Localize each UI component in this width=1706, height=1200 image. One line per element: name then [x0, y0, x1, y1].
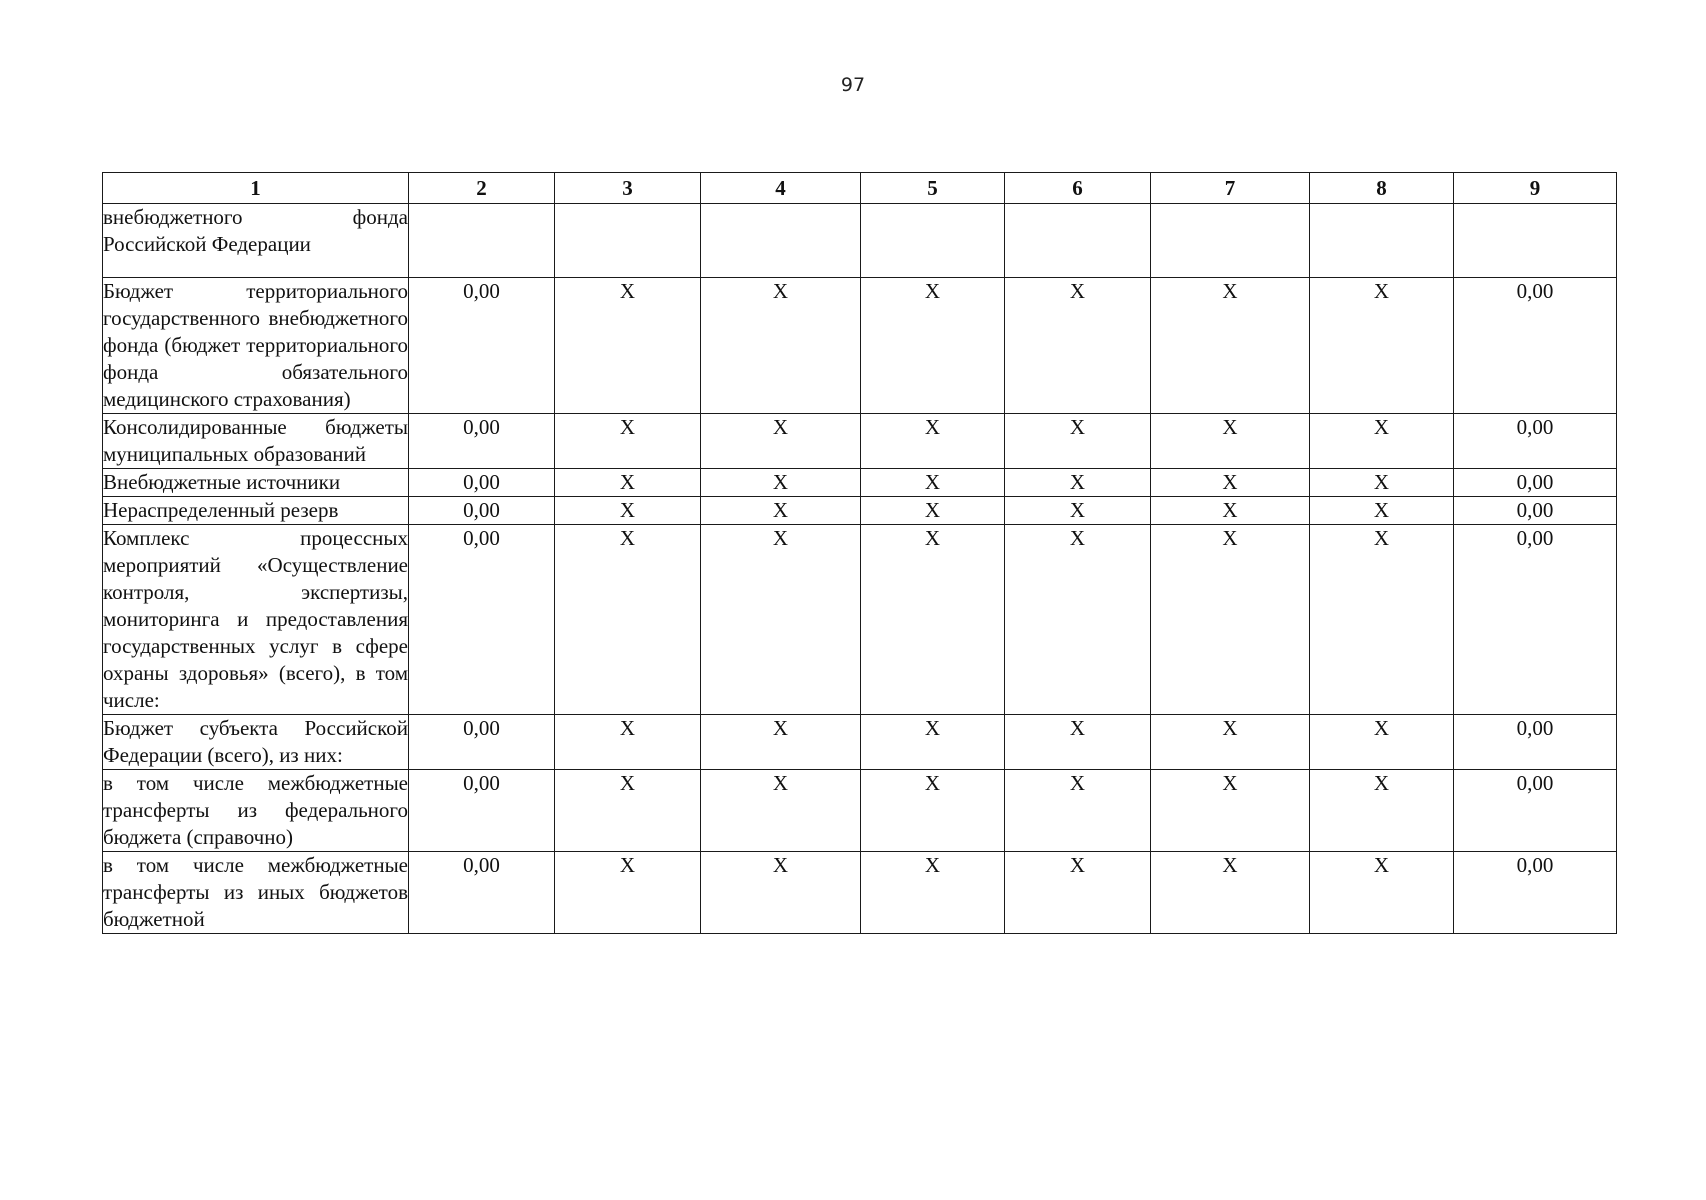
row-label: Нераспределенный резерв — [103, 497, 409, 525]
cell-value: X — [1310, 852, 1454, 934]
cell-value: X — [555, 715, 701, 770]
cell-value: X — [555, 497, 701, 525]
cell-value — [1005, 204, 1151, 278]
cell-value: X — [861, 525, 1005, 715]
cell-value: X — [1005, 525, 1151, 715]
cell-value: 0,00 — [409, 414, 555, 469]
cell-value: X — [1310, 525, 1454, 715]
cell-value: X — [1151, 497, 1310, 525]
cell-value: X — [555, 414, 701, 469]
cell-value: 0,00 — [1454, 525, 1617, 715]
cell-value: X — [1151, 770, 1310, 852]
cell-value: X — [861, 715, 1005, 770]
row-label: Консолидированные бюджеты муниципальных образований — [103, 414, 409, 469]
cell-value: X — [861, 469, 1005, 497]
column-header-8: 8 — [1310, 173, 1454, 204]
row-label: внебюджетного фонда Российской Федерации — [103, 204, 409, 278]
cell-value: X — [555, 278, 701, 414]
cell-value: X — [1151, 525, 1310, 715]
header-row — [103, 173, 1617, 204]
page-number: 97 — [840, 74, 866, 96]
cell-value: 0,00 — [409, 525, 555, 715]
table-row — [103, 204, 1617, 278]
table-row — [103, 497, 1617, 525]
column-header-7: 7 — [1151, 173, 1310, 204]
table-row — [103, 469, 1617, 497]
row-label: Бюджет территориального государственного внебюджетного фонда (бюджет территориального фонда обязательного медицинского страхования) — [103, 278, 409, 414]
cell-value: X — [701, 278, 861, 414]
cell-value — [1151, 204, 1310, 278]
cell-value: X — [555, 525, 701, 715]
row-label: Комплекс процессных мероприятий «Осуществление контроля, экспертизы, мониторинга и предоставления государственных услуг в сфере охраны здоровья» (всего), в том числе: — [103, 525, 409, 715]
cell-value: 0,00 — [409, 278, 555, 414]
cell-value: X — [555, 770, 701, 852]
cell-value: 0,00 — [409, 469, 555, 497]
cell-value: X — [701, 525, 861, 715]
cell-value: X — [701, 852, 861, 934]
budget-table — [102, 172, 1617, 934]
cell-value: X — [1151, 715, 1310, 770]
cell-value: X — [861, 414, 1005, 469]
cell-value: X — [1005, 278, 1151, 414]
cell-value: X — [701, 770, 861, 852]
column-header-4: 4 — [701, 173, 861, 204]
cell-value: 0,00 — [409, 852, 555, 934]
table-row — [103, 278, 1617, 414]
column-header-9: 9 — [1454, 173, 1617, 204]
row-label: в том числе межбюджетные трансферты из иных бюджетов бюджетной — [103, 852, 409, 934]
cell-value: X — [1310, 715, 1454, 770]
cell-value: X — [701, 469, 861, 497]
cell-value: X — [1005, 770, 1151, 852]
cell-value — [701, 204, 861, 278]
row-label: Бюджет субъекта Российской Федерации (всего), из них: — [103, 715, 409, 770]
cell-value: 0,00 — [1454, 852, 1617, 934]
column-header-5: 5 — [861, 173, 1005, 204]
table-row — [103, 852, 1617, 934]
cell-value — [1454, 204, 1617, 278]
cell-value — [1310, 204, 1454, 278]
cell-value: X — [1005, 469, 1151, 497]
cell-value: X — [701, 497, 861, 525]
cell-value — [555, 204, 701, 278]
table-row — [103, 525, 1617, 715]
row-label: в том числе межбюджетные трансферты из федерального бюджета (справочно) — [103, 770, 409, 852]
cell-value: X — [1310, 414, 1454, 469]
cell-value: X — [1151, 852, 1310, 934]
cell-value: X — [701, 414, 861, 469]
cell-value: X — [1310, 497, 1454, 525]
cell-value: 0,00 — [1454, 497, 1617, 525]
cell-value: X — [1151, 469, 1310, 497]
cell-value: X — [1005, 852, 1151, 934]
cell-value: X — [701, 715, 861, 770]
column-header-3: 3 — [555, 173, 701, 204]
cell-value: 0,00 — [1454, 278, 1617, 414]
cell-value: X — [861, 497, 1005, 525]
cell-value: X — [861, 278, 1005, 414]
cell-value: X — [1151, 278, 1310, 414]
cell-value: 0,00 — [409, 497, 555, 525]
cell-value: X — [861, 852, 1005, 934]
cell-value: 0,00 — [1454, 469, 1617, 497]
cell-value: 0,00 — [1454, 770, 1617, 852]
table-row — [103, 715, 1617, 770]
cell-value: X — [555, 469, 701, 497]
cell-value: X — [1005, 715, 1151, 770]
cell-value: X — [1005, 497, 1151, 525]
cell-value: X — [1310, 278, 1454, 414]
cell-value — [409, 204, 555, 278]
column-header-6: 6 — [1005, 173, 1151, 204]
cell-value: 0,00 — [409, 770, 555, 852]
column-header-1: 1 — [103, 173, 409, 204]
table-row — [103, 770, 1617, 852]
table-row — [103, 414, 1617, 469]
cell-value: X — [1151, 414, 1310, 469]
cell-value: X — [1005, 414, 1151, 469]
cell-value: X — [861, 770, 1005, 852]
cell-value: X — [1310, 469, 1454, 497]
cell-value: 0,00 — [409, 715, 555, 770]
row-label: Внебюджетные источники — [103, 469, 409, 497]
cell-value: 0,00 — [1454, 414, 1617, 469]
cell-value: X — [555, 852, 701, 934]
cell-value: X — [1310, 770, 1454, 852]
column-header-2: 2 — [409, 173, 555, 204]
cell-value: 0,00 — [1454, 715, 1617, 770]
cell-value — [861, 204, 1005, 278]
